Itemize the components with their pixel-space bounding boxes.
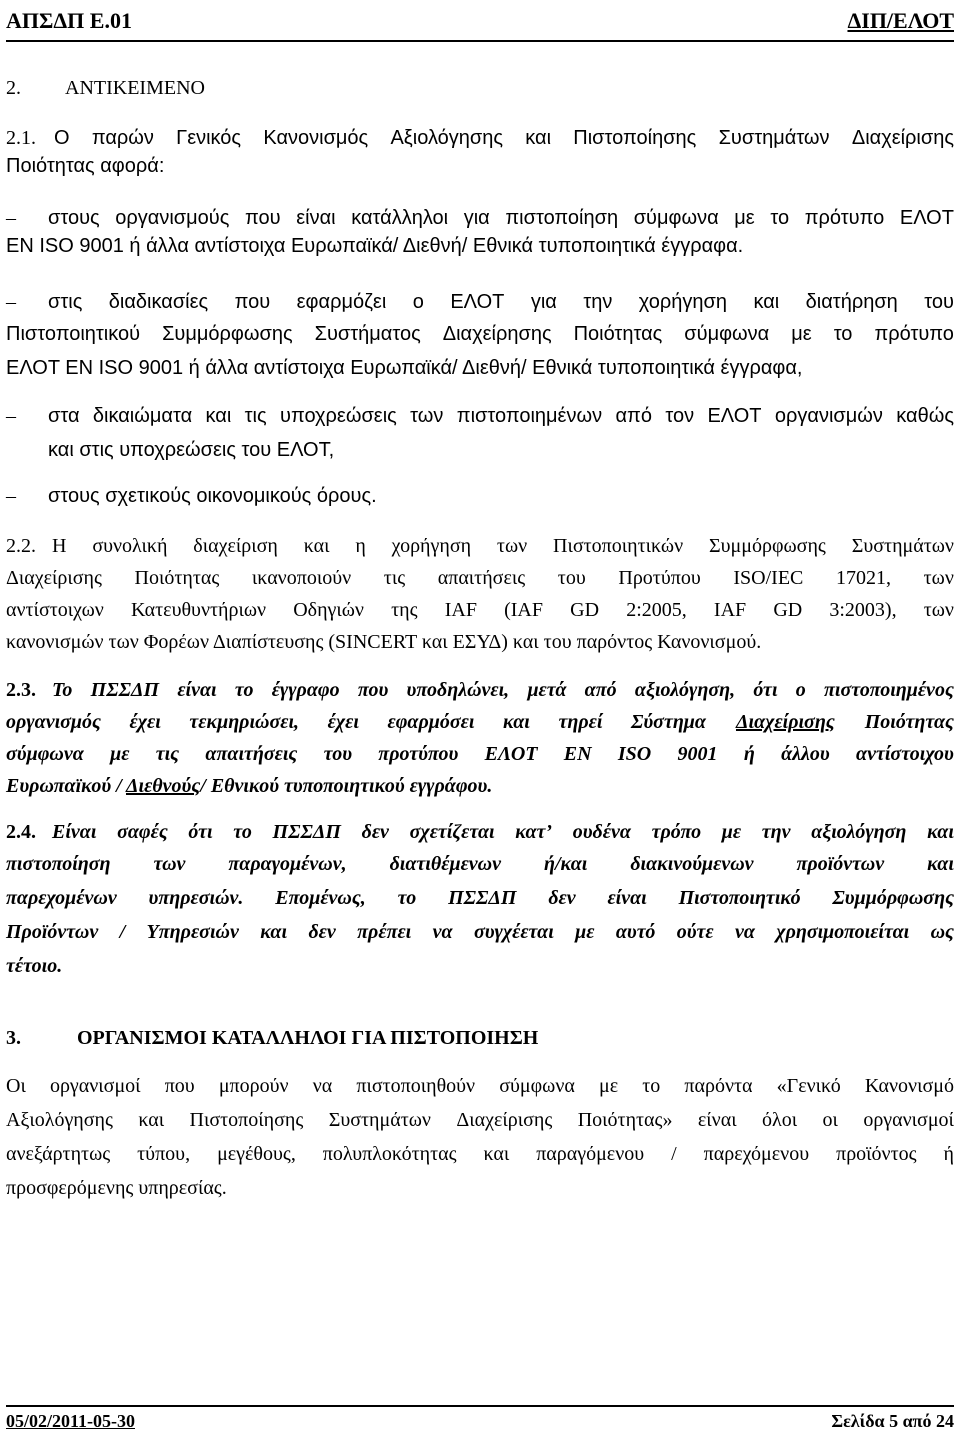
word: των <box>923 599 954 621</box>
word: Συστημάτων <box>328 1109 431 1131</box>
word: το <box>233 821 252 843</box>
word: παραγόμενου <box>536 1143 645 1165</box>
word: και <box>138 1109 165 1131</box>
word: και <box>503 711 530 733</box>
section-3-line-2 <box>6 1108 954 1132</box>
word: ΠΣΣΔΠ <box>272 821 341 843</box>
word: Η <box>52 535 67 557</box>
word: στους <box>48 207 100 229</box>
word: των <box>923 567 954 589</box>
word: οργανισμών <box>774 405 883 427</box>
word: αξιολόγηση, <box>634 679 736 701</box>
word: που <box>234 291 271 313</box>
word: πρότυπο <box>874 323 954 345</box>
word: συγχέεται <box>473 921 554 943</box>
word: Ο <box>54 127 70 149</box>
word: αντίστοιχου <box>856 743 954 765</box>
word: προϊόντων <box>796 853 885 875</box>
word: οργανισμοί <box>863 1109 954 1131</box>
word: τεκμηριώσει, <box>189 711 300 733</box>
word: απαιτήσεις <box>205 743 298 765</box>
word: προτύπου <box>378 743 459 765</box>
word: Επομένως, <box>275 887 366 909</box>
word: την <box>583 291 613 313</box>
word: για <box>463 207 490 229</box>
word: Αξιολόγησης <box>6 1109 113 1131</box>
word: πιστοποιηθούν <box>356 1075 476 1097</box>
word: πιστοποιημένος <box>824 679 954 701</box>
word: παρόντα <box>684 1075 753 1097</box>
word: τις <box>244 405 267 427</box>
word: υποχρεώσεις <box>280 405 397 427</box>
word: εφαρμόζει <box>296 291 387 313</box>
word: σαφές <box>117 821 168 843</box>
word: να <box>312 1075 333 1097</box>
word: Συμμόρφωσης <box>162 323 293 345</box>
bullet-2-line-2 <box>6 322 954 346</box>
para-2-4-line-1: 2.4. Είναι σαφές ότι το ΠΣΣΔΠ δεν σχετίζεται κατ’ ουδένα τρόπο με την αξιολόγηση και <box>6 821 954 843</box>
word: διακινούμενων <box>630 853 754 875</box>
word: Συμμόρφωσης <box>709 535 826 557</box>
para-2-3-line-2: οργανισμός έχει τεκμηριώσει, έχει εφαρμόσει και τηρεί Σύστημα Διαχείρισης Ποιότητας <box>6 711 954 733</box>
para-2-1-line-1: 2.1. Ο παρών Γενικός Κανονισμός Αξιολόγησης και Πιστοποίησης Συστημάτων Διαχείρισης <box>6 127 954 149</box>
word: το <box>234 679 254 701</box>
word: και <box>303 535 330 557</box>
word: μπορούν <box>218 1075 289 1097</box>
word: παρών <box>91 127 154 149</box>
word: μετά <box>527 679 567 701</box>
bullet-1-line-2: EN ISO 9001 ή άλλα αντίστοιχα Ευρωπαϊκά/ Διεθνή/ Εθνικά τυποποιητικά έγγραφα. <box>6 235 744 257</box>
word: κατ’ <box>515 821 553 843</box>
word: στις <box>48 291 83 313</box>
word: είναι <box>296 207 336 229</box>
word: των <box>410 405 444 427</box>
word: αντίστοιχων <box>6 599 104 621</box>
word: Συστήματος <box>314 323 421 345</box>
word: από <box>584 679 617 701</box>
word: όλοι <box>762 1109 798 1131</box>
para-2-4-line-4 <box>6 920 954 944</box>
word: το <box>770 207 790 229</box>
word: ΕΛΟΤ <box>899 207 954 229</box>
word: με <box>599 1075 619 1097</box>
word: εφαρμόσει <box>387 711 475 733</box>
word: GD <box>773 599 803 621</box>
word: με <box>721 821 742 843</box>
word: υπηρεσιών. <box>148 887 244 909</box>
page-number: Σελίδα 5 από 24 <box>831 1411 954 1431</box>
word: ότι <box>753 679 778 701</box>
word: τρόπο <box>651 821 702 843</box>
word: παραγομένων, <box>228 853 347 875</box>
word: τον <box>665 405 695 427</box>
word: παρεχόμενου <box>703 1143 810 1165</box>
word: δικαιώματα <box>92 405 193 427</box>
para-2-2-line-1: 2.2. Η συνολική διαχείριση και η χορήγηση των Πιστοποιητικών Συμμόρφωσης Συστημάτων <box>6 535 954 557</box>
word: πιστοποιημένων <box>456 405 603 427</box>
word: ανεξάρτητως <box>6 1143 111 1165</box>
word: της <box>391 599 418 621</box>
word: μεγέθους, <box>217 1143 296 1165</box>
word: Κατευθυντήριων <box>130 599 267 621</box>
word: / <box>671 1143 677 1165</box>
doc-code: ΑΠΣΔΠ Ε.01 <box>6 8 132 33</box>
para-2-1-line-2: Ποιότητας αφορά: <box>6 155 165 177</box>
word: χορήγηση <box>391 535 472 557</box>
word: που <box>245 207 281 229</box>
bullet-dash: – <box>6 291 16 313</box>
bullet-2-line-3: ΕΛΟΤ ΕΝ ISO 9001 ή άλλα αντίστοιχα Ευρωπαϊκά/ Διεθνή/ Εθνικά τυποποιητικά έγγραφα, <box>6 357 803 379</box>
word: Συμμόρφωσης <box>832 887 954 909</box>
word: Συστημάτων <box>851 535 954 557</box>
word: IAF <box>713 599 747 621</box>
word: Πιστοποιητικών <box>553 535 684 557</box>
word: ή <box>943 1143 954 1165</box>
word: 9001 <box>677 743 718 765</box>
word: (IAF <box>504 599 543 621</box>
word: ότι <box>188 821 213 843</box>
word: Κανονισμός <box>263 127 369 149</box>
word: να <box>432 921 453 943</box>
word: που <box>164 1075 195 1097</box>
word: απαιτήσεις <box>437 567 526 589</box>
word: πιστοποίηση <box>505 207 619 229</box>
word: που <box>357 679 389 701</box>
word: ούτε <box>676 921 714 943</box>
section-3-line-1 <box>6 1074 954 1098</box>
word: οργανισμός <box>6 711 101 733</box>
word: Γενικός <box>176 127 242 149</box>
word: Διαχείρισης <box>456 1109 553 1131</box>
word: Είναι <box>52 821 97 843</box>
footer-date-code: 05/02/2011-05-30 <box>6 1411 135 1431</box>
word: σύμφωνα <box>684 323 770 345</box>
para-2-1-line-1-text <box>54 126 954 150</box>
word: παρεχομένων <box>6 887 117 909</box>
word: ISO/IEC <box>733 567 804 589</box>
word: έγγραφο <box>271 679 340 701</box>
word: του <box>924 291 954 313</box>
word: και <box>260 921 288 943</box>
para-2-4-line-3 <box>6 886 954 910</box>
word: από <box>615 405 652 427</box>
word: δεν <box>308 921 336 943</box>
word: έχει <box>129 711 161 733</box>
word: τις <box>383 567 406 589</box>
word: το <box>642 1075 661 1097</box>
department-code: ΔΙΠ/ΕΛΟΤ <box>847 8 954 33</box>
word: συνολική <box>92 535 168 557</box>
word: η <box>355 535 366 557</box>
word: Ποιότητας <box>134 567 220 589</box>
word: και <box>525 127 552 149</box>
word: του <box>557 567 586 589</box>
word: Πιστοποιητικό <box>678 887 801 909</box>
word: Ποιότητας <box>573 323 663 345</box>
word: Οδηγιών <box>293 599 364 621</box>
page-footer <box>6 1405 954 1435</box>
word: πρότυπο <box>804 207 885 229</box>
word: καθώς <box>896 405 954 427</box>
word: ISO <box>617 743 652 765</box>
word: ως <box>930 921 954 943</box>
word: διαχείριση <box>193 535 278 557</box>
word: Διαχείρισης <box>851 127 954 149</box>
para-2-3-line-1: 2.3. Το ΠΣΣΔΠ είναι το έγγραφο που υποδηλώνει, μετά από αξιολόγηση, ότι ο πιστοποιημένος <box>6 679 954 701</box>
word: με <box>791 323 812 345</box>
word: τηρεί <box>558 711 603 733</box>
word: έχει <box>327 711 359 733</box>
word: Σύστημα <box>630 711 706 733</box>
word: και <box>927 821 954 843</box>
word: άλλου <box>781 743 830 765</box>
word: ή/και <box>543 853 588 875</box>
word: είναι <box>177 679 217 701</box>
word: δεν <box>361 821 389 843</box>
word: ΕΛΟΤ <box>707 405 762 427</box>
word: και <box>753 291 780 313</box>
word: για <box>530 291 557 313</box>
word: «Γενικό <box>776 1075 841 1097</box>
word: και <box>483 1143 510 1165</box>
word: κατάλληλοι <box>351 207 449 229</box>
word: οργανισμούς <box>115 207 230 229</box>
word: ή <box>743 743 755 765</box>
word: αυτό <box>615 921 656 943</box>
para-2-2-line-3 <box>6 598 954 622</box>
word: το <box>397 887 417 909</box>
word: σύμφωνα <box>633 207 719 229</box>
word: IAF <box>444 599 477 621</box>
word: οργανισμοί <box>49 1075 141 1097</box>
word: σύμφωνα <box>499 1075 575 1097</box>
word: 17021, <box>836 567 891 589</box>
word: 2:2005, <box>626 599 687 621</box>
word: ΕΛΟΤ <box>450 291 505 313</box>
word: πολυπλοκότητας <box>322 1143 457 1165</box>
word: Πιστοποίησης <box>189 1109 304 1131</box>
word: Κανονισμό <box>864 1075 954 1097</box>
word: ο <box>412 291 424 313</box>
word: ΕΛΟΤ <box>484 743 538 765</box>
word: στα <box>48 405 80 427</box>
word: με <box>734 207 755 229</box>
word: Συστημάτων <box>718 127 830 149</box>
word: χορήγηση <box>638 291 727 313</box>
bullet-dash: – <box>6 207 16 229</box>
bullet-dash: – <box>6 405 16 427</box>
word: ο <box>795 679 806 701</box>
section-3-line-4: προσφερόμενης υπηρεσίας. <box>6 1177 227 1199</box>
word: Διαχείρισης <box>6 567 102 589</box>
word: σχετίζεται <box>409 821 495 843</box>
word: το <box>833 323 853 345</box>
word: ΠΣΣΔΠ <box>90 679 160 701</box>
word: και <box>205 405 232 427</box>
word: με <box>575 921 595 943</box>
word: Οι <box>6 1075 26 1097</box>
word: Πιστοποιητικού <box>6 323 141 345</box>
word: Ποιότητας» <box>577 1109 673 1131</box>
word: υποδηλώνει, <box>406 679 510 701</box>
word: δεν <box>548 887 576 909</box>
word: διαδικασίες <box>108 291 209 313</box>
para-2-3-line-4: Ευρωπαϊκού / Διεθνούς/ Εθνικού τυποποιητικού εγγράφου. <box>6 775 493 797</box>
word: με <box>110 743 130 765</box>
word: ικανοποιούν <box>251 567 352 589</box>
para-2-4-line-5: τέτοιο. <box>6 955 63 977</box>
word: να <box>734 921 755 943</box>
section-3-heading: 3. ΟΡΓΑΝΙΣΜΟΙ ΚΑΤΑΛΛΗΛΟΙ ΓΙΑ ΠΙΣΤΟΠΟΙΗΣΗ <box>6 1027 539 1049</box>
word: ΕΝ <box>563 743 592 765</box>
bullet-3-line-1 <box>48 404 954 428</box>
word: Πιστοποίησης <box>573 127 697 149</box>
word: του <box>323 743 352 765</box>
word: GD <box>570 599 600 621</box>
word: είναι <box>607 887 647 909</box>
word: χρησιμοποιείται <box>776 921 910 943</box>
word: πρέπει <box>357 921 412 943</box>
word: Υπηρεσιών <box>146 921 239 943</box>
page-header <box>6 6 954 42</box>
word: Αξιολόγησης <box>390 127 503 149</box>
word: διατήρηση <box>805 291 898 313</box>
word: προϊόντος <box>836 1143 917 1165</box>
word: την <box>761 821 791 843</box>
para-2-2-line-4: κανονισμών των Φορέων Διαπίστευσης (SINCERT και ΕΣΥΔ) και του παρόντος Κανονισμού. <box>6 631 762 653</box>
word: Διαχείρησης <box>442 323 552 345</box>
word: τις <box>155 743 180 765</box>
word: οι <box>822 1109 838 1131</box>
word: διατιθέμενων <box>389 853 501 875</box>
word: αξιολόγηση <box>811 821 907 843</box>
word: σύμφωνα <box>6 743 84 765</box>
word: και <box>927 853 954 875</box>
para-2-4-line-2 <box>6 852 954 876</box>
word: ουδένα <box>572 821 631 843</box>
word: Προτύπου <box>618 567 701 589</box>
section-2-heading: 2. ΑΝΤΙΚΕΙΜΕΝΟ <box>6 77 205 99</box>
word: Το <box>52 679 73 701</box>
word: πιστοποίηση <box>6 853 111 875</box>
bullet-4-line-1: στους σχετικούς οικονομικούς όρους. <box>48 485 377 507</box>
word: ΠΣΣΔΠ <box>448 887 517 909</box>
word: των <box>153 853 186 875</box>
word: 3:2003), <box>829 599 897 621</box>
para-2-2-line-2 <box>6 566 954 590</box>
bullet-1-line-1 <box>48 206 954 230</box>
word: / <box>119 921 126 943</box>
para-2-3-line-3 <box>6 742 954 766</box>
bullet-dash: – <box>6 485 16 507</box>
section-3-line-3 <box>6 1142 954 1166</box>
bullet-2-line-1 <box>48 290 954 314</box>
word: τύπου, <box>137 1143 191 1165</box>
word: Προϊόντων <box>6 921 99 943</box>
bullet-3-line-2: και στις υποχρεώσεις του ΕΛΟΤ, <box>48 439 335 461</box>
word: είναι <box>697 1109 737 1131</box>
word: των <box>496 535 528 557</box>
